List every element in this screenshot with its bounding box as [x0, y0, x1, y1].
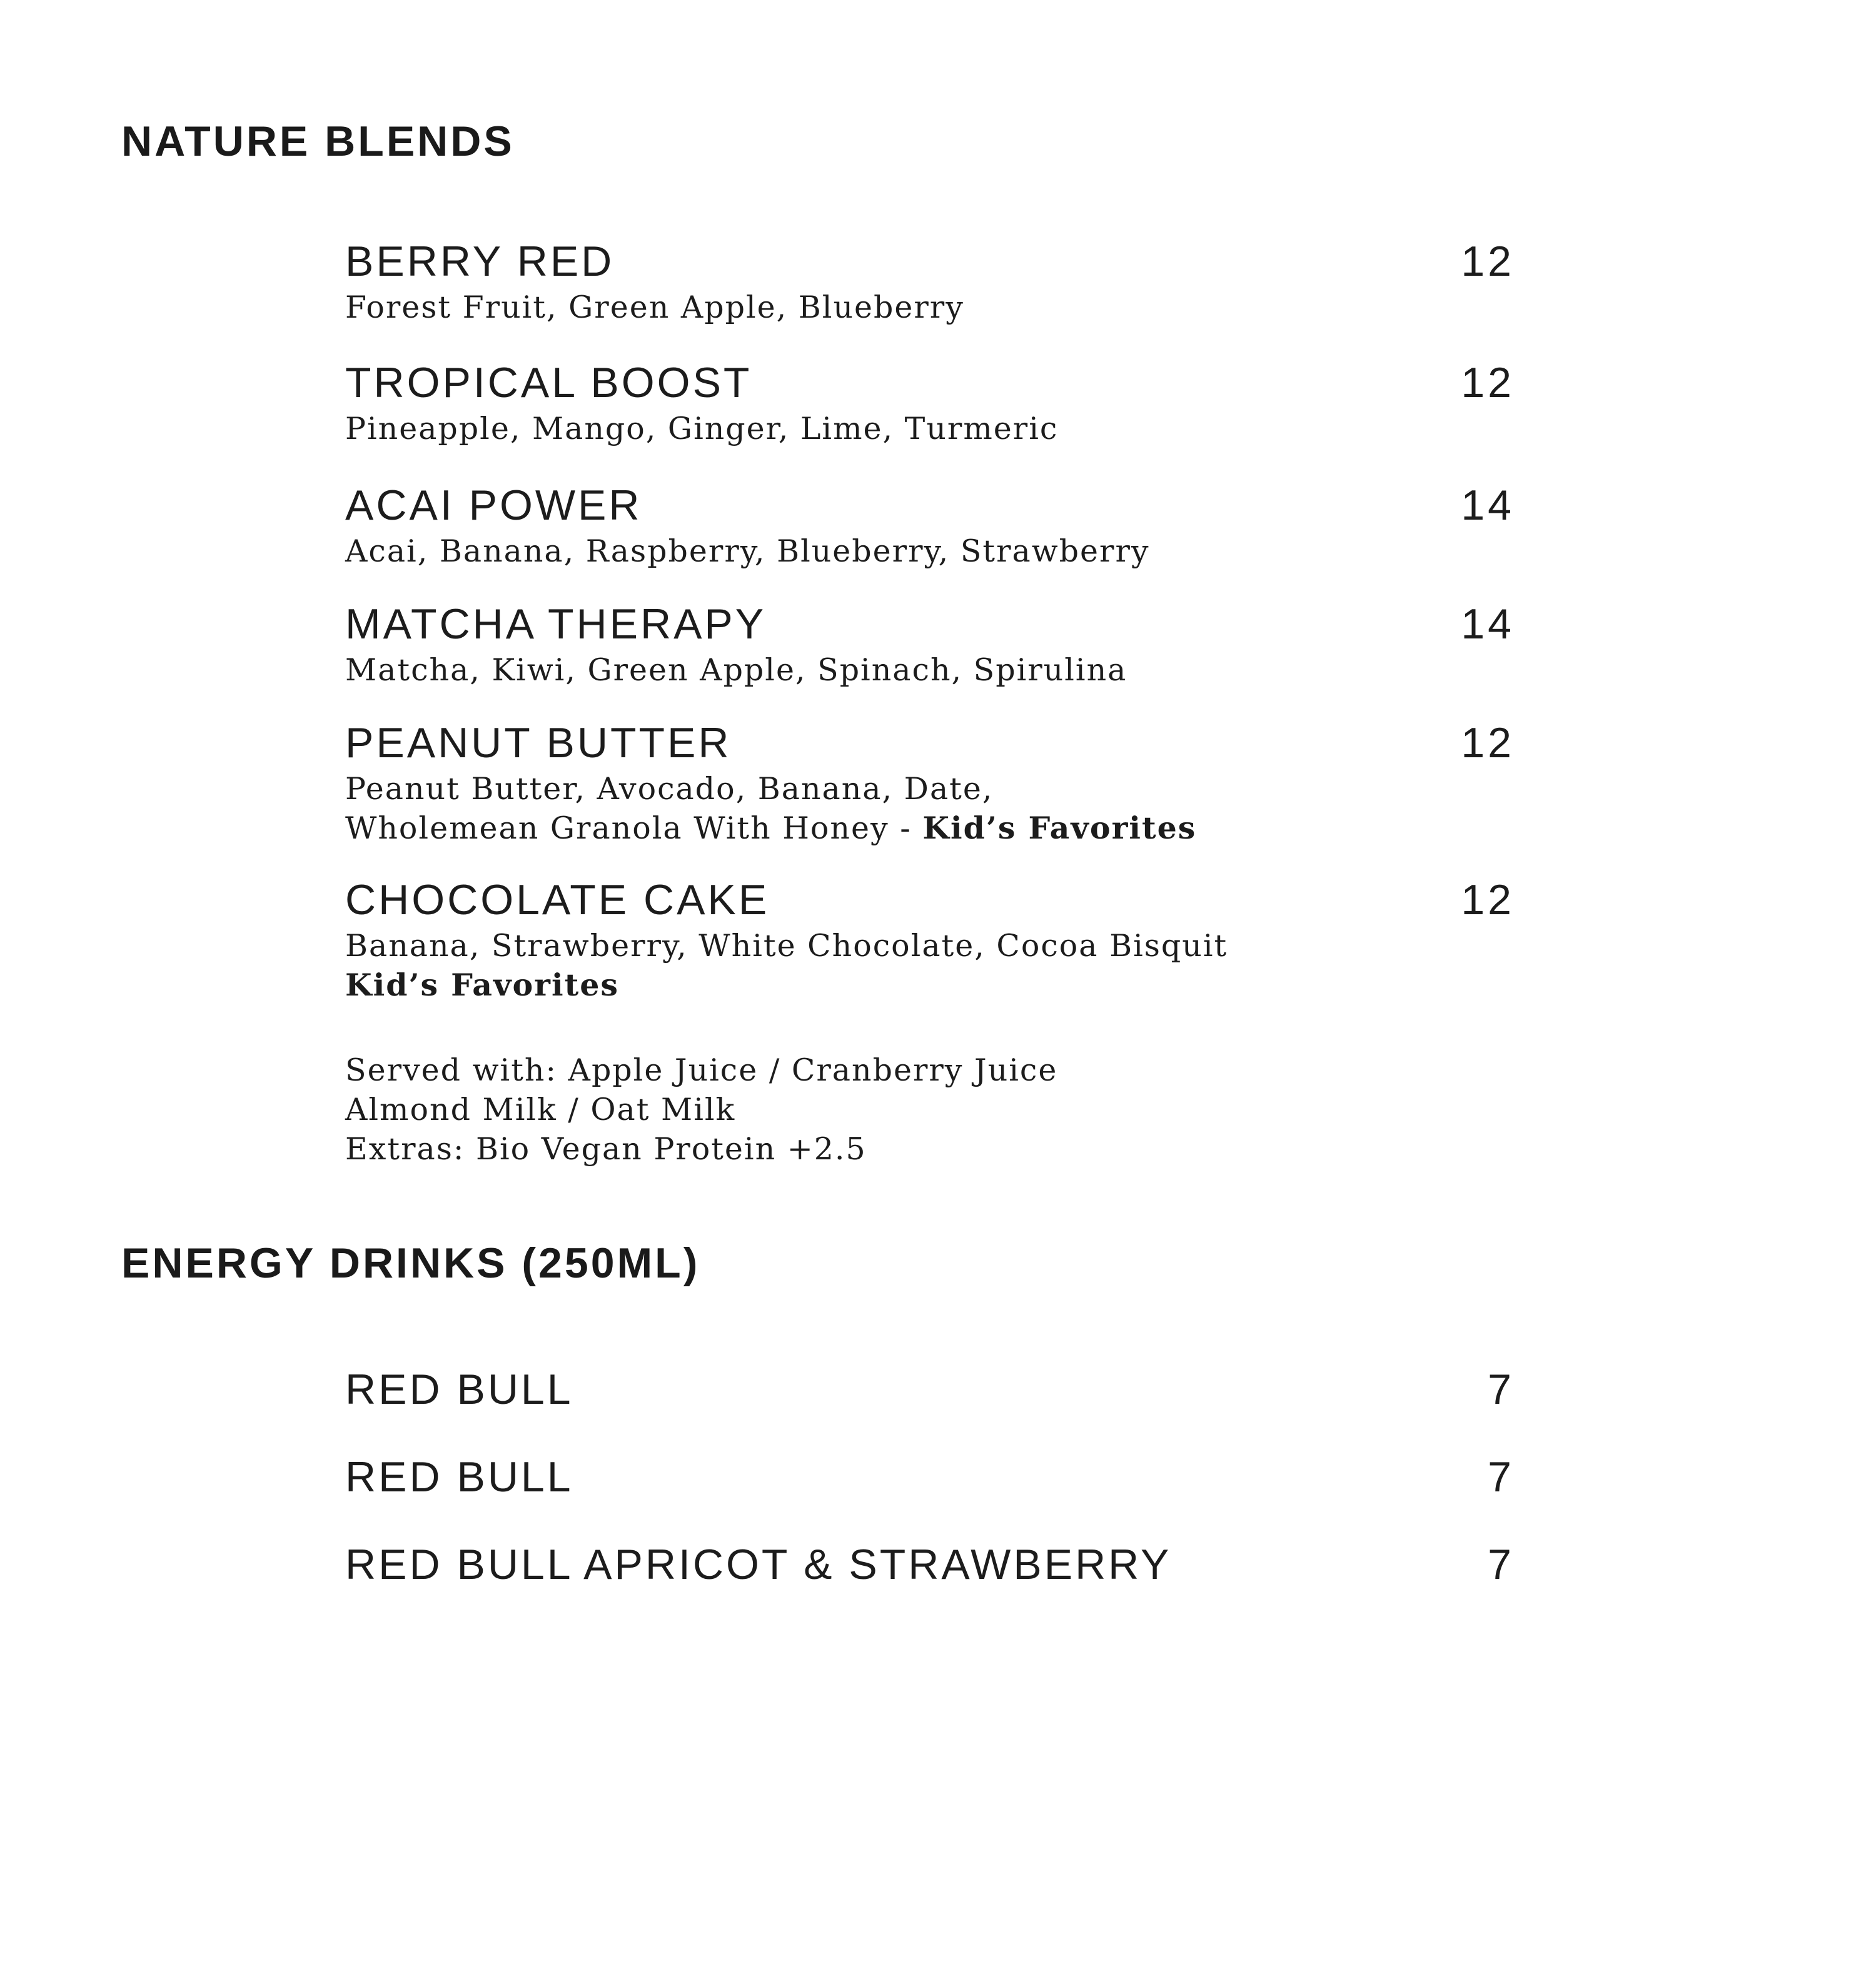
item-price: 12: [1461, 719, 1515, 767]
item-price: 12: [1461, 238, 1515, 285]
item-name: PEANUT BUTTER: [345, 719, 732, 767]
item-description-text: Wholemean Granola With Honey -: [345, 810, 923, 846]
item-name: RED BULL: [345, 1453, 573, 1501]
item-name: MATCHA THERAPY: [345, 600, 767, 648]
note-extras: Extras: Bio Vegan Protein +2.5: [345, 1131, 867, 1167]
item-price: 7: [1488, 1453, 1515, 1501]
item-name: ACAI POWER: [345, 481, 642, 529]
item-name: CHOCOLATE CAKE: [345, 876, 770, 924]
item-description: [345, 288, 1515, 327]
item-description-line: Matcha, Kiwi, Green Apple, Spinach, Spirulina: [345, 652, 1127, 688]
item-price: 12: [1461, 876, 1515, 924]
menu-item-peanut-butter: [345, 719, 1515, 848]
menu-item-matcha-therapy: [345, 600, 1515, 690]
item-description-line: Acai, Banana, Raspberry, Blueberry, Strawberry: [345, 533, 1150, 569]
item-description: [345, 532, 1515, 571]
item-description-line: [345, 809, 1515, 848]
item-description-line: Pineapple, Mango, Ginger, Lime, Turmeric: [345, 411, 1059, 446]
kids-favorites-tag: Kid’s Favorites: [345, 967, 620, 1003]
section-title-nature-blends: NATURE BLENDS: [121, 118, 515, 165]
item-description-line: Peanut Butter, Avocado, Banana, Date,: [345, 771, 994, 807]
item-name: TROPICAL BOOST: [345, 359, 752, 406]
kids-favorites-tag: Kid’s Favorites: [922, 810, 1197, 846]
menu-item-tropical-boost: [345, 361, 1515, 448]
menu-item-berry-red: [345, 240, 1515, 327]
item-description: [345, 769, 1515, 848]
item-description-line: Forest Fruit, Green Apple, Blueberry: [345, 290, 964, 325]
note-served-with: Served with: Apple Juice / Cranberry Juice: [345, 1052, 1058, 1088]
note-milk-options: Almond Milk / Oat Milk: [345, 1092, 736, 1127]
menu-item-red-bull: [345, 1368, 1515, 1411]
serving-notes: [345, 1051, 1057, 1169]
item-price: 12: [1461, 359, 1515, 406]
item-price: 7: [1488, 1366, 1515, 1413]
item-description-line: Banana, Strawberry, White Chocolate, Cocoa Bisquit: [345, 928, 1228, 964]
item-description: [345, 650, 1515, 690]
menu-item-acai-power: [345, 481, 1515, 571]
item-name: BERRY RED: [345, 238, 615, 285]
item-price: 7: [1488, 1541, 1515, 1588]
section-title-energy-drinks: ENERGY DRINKS (250ML): [121, 1239, 700, 1287]
item-name: RED BULL APRICOT & STRAWBERRY: [345, 1541, 1172, 1588]
item-description: [345, 926, 1515, 1005]
item-name: RED BULL: [345, 1366, 573, 1413]
item-price: 14: [1461, 600, 1515, 648]
menu-item-red-bull-2: [345, 1453, 1515, 1501]
item-description: [345, 409, 1515, 448]
menu-item-chocolate-cake: [345, 876, 1515, 1005]
item-price: 14: [1461, 481, 1515, 529]
menu-item-red-bull-apricot-strawberry: [345, 1543, 1515, 1586]
